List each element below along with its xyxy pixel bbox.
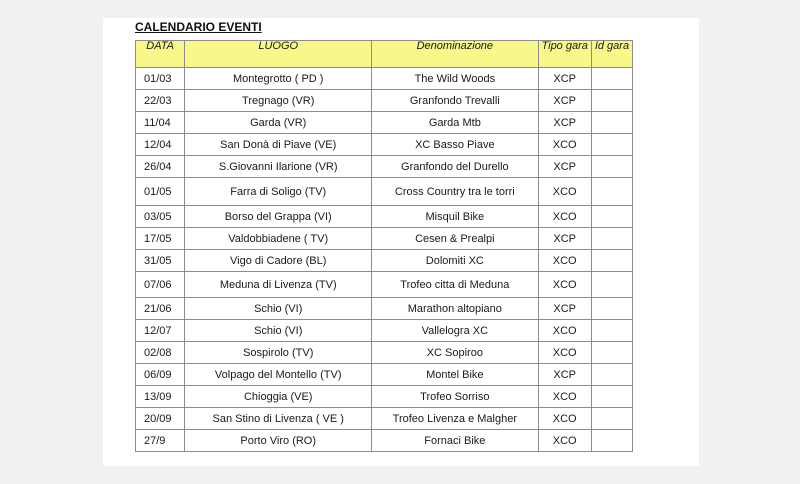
cell-luogo: Meduna di Livenza (TV): [185, 272, 372, 298]
cell-id-gara: [591, 206, 632, 228]
cell-luogo: Tregnago (VR): [185, 90, 372, 112]
cell-denominazione: Granfondo Trevalli: [372, 90, 538, 112]
cell-data: 02/08: [136, 342, 185, 364]
table-row: [136, 112, 633, 134]
table-row: [136, 156, 633, 178]
cell-id-gara: [591, 364, 632, 386]
table-row: [136, 206, 633, 228]
cell-data: 11/04: [136, 112, 185, 134]
cell-data: 26/04: [136, 156, 185, 178]
cell-id-gara: [591, 320, 632, 342]
cell-data: 01/03: [136, 68, 185, 90]
document-page: [103, 18, 699, 466]
cell-id-gara: [591, 156, 632, 178]
table-header-row: [136, 41, 633, 68]
cell-data: 01/05: [136, 178, 185, 206]
table-row: [136, 342, 633, 364]
cell-id-gara: [591, 386, 632, 408]
cell-id-gara: [591, 272, 632, 298]
cell-tipo-gara: XCO: [538, 250, 591, 272]
cell-luogo: Vigo di Cadore (BL): [185, 250, 372, 272]
header-denominazione: Denominazione: [372, 41, 538, 68]
cell-luogo: Volpago del Montello (TV): [185, 364, 372, 386]
cell-id-gara: [591, 90, 632, 112]
cell-data: 07/06: [136, 272, 185, 298]
cell-luogo: Schio (VI): [185, 320, 372, 342]
cell-tipo-gara: XCO: [538, 206, 591, 228]
cell-id-gara: [591, 134, 632, 156]
cell-id-gara: [591, 298, 632, 320]
cell-denominazione: Granfondo del Durello: [372, 156, 538, 178]
cell-denominazione: XC Basso Piave: [372, 134, 538, 156]
header-tipo-gara: Tipo gara: [538, 41, 591, 68]
cell-tipo-gara: XCO: [538, 342, 591, 364]
cell-data: 12/07: [136, 320, 185, 342]
table-row: [136, 364, 633, 386]
cell-denominazione: Fornaci Bike: [372, 430, 538, 452]
cell-tipo-gara: XCO: [538, 178, 591, 206]
cell-id-gara: [591, 178, 632, 206]
cell-tipo-gara: XCP: [538, 68, 591, 90]
cell-denominazione: Trofeo citta di Meduna: [372, 272, 538, 298]
cell-id-gara: [591, 112, 632, 134]
cell-luogo: San Stino di Livenza ( VE ): [185, 408, 372, 430]
cell-luogo: Farra di Soligo (TV): [185, 178, 372, 206]
cell-tipo-gara: XCP: [538, 90, 591, 112]
cell-id-gara: [591, 430, 632, 452]
cell-denominazione: Dolomiti XC: [372, 250, 538, 272]
cell-data: 03/05: [136, 206, 185, 228]
table-row: [136, 298, 633, 320]
table-row: [136, 228, 633, 250]
cell-luogo: Valdobbiadene ( TV): [185, 228, 372, 250]
cell-tipo-gara: XCO: [538, 134, 591, 156]
cell-denominazione: Montel Bike: [372, 364, 538, 386]
cell-denominazione: Cesen & Prealpi: [372, 228, 538, 250]
table-row: [136, 386, 633, 408]
cell-denominazione: Trofeo Sorriso: [372, 386, 538, 408]
cell-data: 17/05: [136, 228, 185, 250]
cell-denominazione: Garda Mtb: [372, 112, 538, 134]
cell-id-gara: [591, 342, 632, 364]
cell-denominazione: Misquil Bike: [372, 206, 538, 228]
cell-denominazione: XC Sopiroo: [372, 342, 538, 364]
page-title: CALENDARIO EVENTI: [135, 20, 262, 34]
cell-tipo-gara: XCP: [538, 298, 591, 320]
cell-data: 21/06: [136, 298, 185, 320]
cell-luogo: S.Giovanni Ilarione (VR): [185, 156, 372, 178]
table-row: [136, 272, 633, 298]
table-row: [136, 408, 633, 430]
cell-luogo: Chioggia (VE): [185, 386, 372, 408]
cell-luogo: Sospirolo (TV): [185, 342, 372, 364]
cell-denominazione: Vallelogra XC: [372, 320, 538, 342]
cell-tipo-gara: XCO: [538, 320, 591, 342]
header-data: DATA: [136, 41, 185, 68]
cell-data: 12/04: [136, 134, 185, 156]
cell-data: 22/03: [136, 90, 185, 112]
cell-data: 27/9: [136, 430, 185, 452]
cell-id-gara: [591, 228, 632, 250]
cell-tipo-gara: XCO: [538, 408, 591, 430]
cell-tipo-gara: XCP: [538, 156, 591, 178]
cell-data: 06/09: [136, 364, 185, 386]
header-luogo: LUOGO: [185, 41, 372, 68]
cell-tipo-gara: XCO: [538, 386, 591, 408]
cell-luogo: Montegrotto ( PD ): [185, 68, 372, 90]
table-row: [136, 250, 633, 272]
cell-id-gara: [591, 68, 632, 90]
events-table: [135, 40, 633, 452]
cell-luogo: San Donà di Piave (VE): [185, 134, 372, 156]
table-row: [136, 178, 633, 206]
cell-denominazione: Cross Country tra le torri: [372, 178, 538, 206]
cell-id-gara: [591, 408, 632, 430]
cell-luogo: Garda (VR): [185, 112, 372, 134]
cell-tipo-gara: XCP: [538, 228, 591, 250]
cell-denominazione: Marathon altopiano: [372, 298, 538, 320]
cell-luogo: Borso del Grappa (VI): [185, 206, 372, 228]
header-id-gara: Id gara: [591, 41, 632, 68]
cell-tipo-gara: XCP: [538, 112, 591, 134]
cell-denominazione: The Wild Woods: [372, 68, 538, 90]
cell-tipo-gara: XCP: [538, 364, 591, 386]
table-row: [136, 320, 633, 342]
cell-id-gara: [591, 250, 632, 272]
cell-tipo-gara: XCO: [538, 430, 591, 452]
cell-luogo: Schio (VI): [185, 298, 372, 320]
cell-data: 13/09: [136, 386, 185, 408]
cell-data: 31/05: [136, 250, 185, 272]
cell-tipo-gara: XCO: [538, 272, 591, 298]
cell-denominazione: Trofeo Livenza e Malgher: [372, 408, 538, 430]
table-row: [136, 134, 633, 156]
table-row: [136, 68, 633, 90]
table-row: [136, 430, 633, 452]
cell-data: 20/09: [136, 408, 185, 430]
cell-luogo: Porto Viro (RO): [185, 430, 372, 452]
table-row: [136, 90, 633, 112]
